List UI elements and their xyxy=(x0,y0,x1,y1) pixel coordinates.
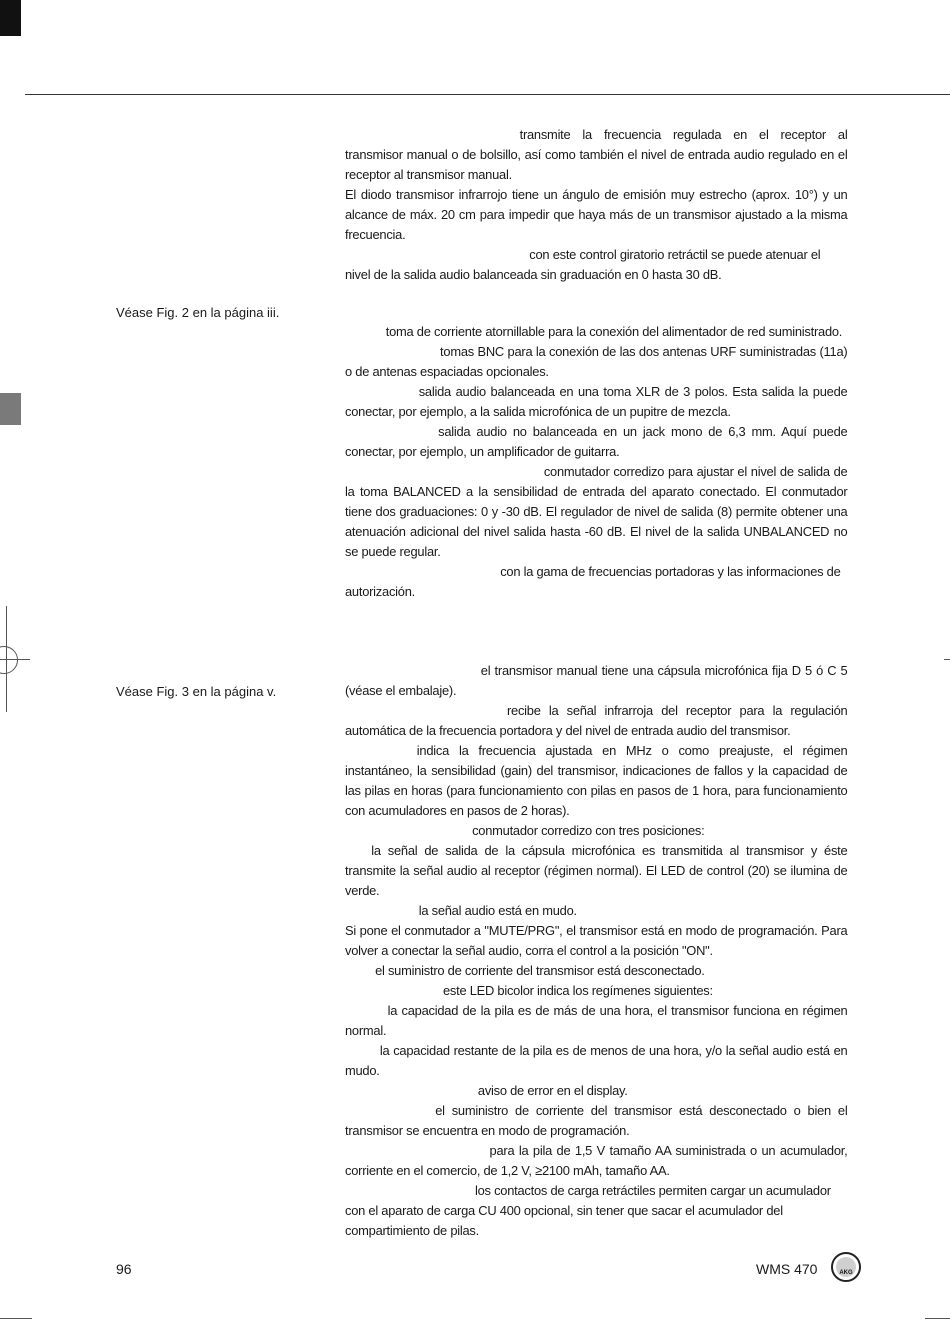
paragraph: transmite la frecuencia regulada en el receptor al transmisor manual o de bolsillo, así como también el nivel de entrada audio regulado en el receptor al transmisor manual. xyxy=(345,127,848,182)
paragraph: indica la frecuencia ajustada en MHz o como preajuste, el régimen instantáneo, la sensibilidad (gain) del transmisor, indicaciones de fallos y la capacidad de las pilas en horas (para funcionamiento con pilas en pasos de 1 hora, para funcionamiento con acumuladores en pasos de 2 horas). xyxy=(345,743,848,818)
paragraph: aviso de error en el display. xyxy=(477,1083,628,1098)
paragraph: con este control giratorio retráctil se puede atenuar el nivel de la salida audio balanceada sin graduación en 0 hasta 30 dB. xyxy=(345,247,821,282)
paragraph: el transmisor manual tiene una cápsula microfónica fija D 5 ó C 5 (véase el embalaje). xyxy=(345,663,848,698)
paragraph: el suministro de corriente del transmisor está desconectado. xyxy=(375,963,705,978)
paragraph: El diodo transmisor infrarrojo tiene un ángulo de emisión muy estrecho (aprox. 10°) y un alcance de máx. 20 cm para impedir que haya más de un transmisor ajustado a la misma frecuencia. xyxy=(345,187,848,242)
paragraph: la señal audio está en mudo. xyxy=(418,903,577,918)
product-name: WMS 470 xyxy=(756,1261,818,1277)
paragraph: con la gama de frecuencias portadoras y las informaciones de autorización. xyxy=(345,564,841,599)
text-block-receptor-rear xyxy=(345,322,847,602)
text-block-transmisor-manual xyxy=(345,661,847,1241)
crop-circle-left xyxy=(0,646,18,674)
logo-text: AKG xyxy=(839,1270,853,1276)
paragraph: el suministro de corriente del transmisor está desconectado o bien el transmisor se encuentra en modo de programación. xyxy=(345,1103,848,1138)
sidebar-note-fig2: Véase Fig. 2 en la página iii. xyxy=(116,305,280,320)
registration-mark-side xyxy=(0,393,21,425)
paragraph: la capacidad restante de la pila es de menos de una hora, y/o la señal audio está en mudo. xyxy=(345,1043,848,1078)
sidebar-note-fig3: Véase Fig. 3 en la página v. xyxy=(116,684,277,699)
paragraph: este LED bicolor indica los regímenes siguientes: xyxy=(442,983,713,998)
paragraph: recibe la señal infrarroja del receptor para la regulación automática de la frecuencia portadora y del nivel de entrada audio del transmisor. xyxy=(345,703,848,738)
footer-rule-left xyxy=(0,1318,32,1319)
paragraph: Si pone el conmutador a "MUTE/PRG", el transmisor está en modo de programación. Para volver a conectar la señal audio, corra el control a la posición "ON". xyxy=(345,923,848,958)
paragraph: la señal de salida de la cápsula microfónica es transmitida al transmisor y éste transmite la señal audio al receptor (régimen normal). El LED de control (20) se ilumina de verde. xyxy=(345,843,848,898)
crop-tick-right xyxy=(944,659,950,660)
registration-mark-top xyxy=(0,0,21,36)
footer-rule-right xyxy=(925,1318,950,1319)
akg-logo-icon xyxy=(831,1252,861,1282)
paragraph: conmutador corredizo con tres posiciones: xyxy=(472,823,705,838)
page-number: 96 xyxy=(116,1261,132,1277)
paragraph: los contactos de carga retráctiles permiten cargar un acumulador con el aparato de carga CU 400 opcional, sin tener que sacar el acumulador del compartimiento de pilas. xyxy=(345,1183,831,1238)
paragraph: para la pila de 1,5 V tamaño AA suministrada o un acumulador, corriente en el comercio, de 1,2 V, ≥2100 mAh, tamaño AA. xyxy=(345,1143,848,1178)
paragraph: tomas BNC para la conexión de las dos antenas URF suministradas (11a) o de antenas espaciadas opcionales. xyxy=(345,344,848,379)
paragraph: salida audio balanceada en una toma XLR de 3 polos. Esta salida la puede conectar, por ejemplo, a la salida microfónica de un pupitre de mezcla. xyxy=(345,384,848,419)
paragraph: conmutador corredizo para ajustar el nivel de salida de la toma BALANCED a la sensibilidad de entrada del aparato conectado. El conmutador tiene dos graduaciones: 0 y -30 dB. El regulador de nivel de salida (8) permite obtener una atenuación adicional del nivel salida hasta -60 dB. El nivel de la salida UNBALANCED no se puede regular. xyxy=(345,464,848,559)
paragraph: salida audio no balanceada en un jack mono de 6,3 mm. Aquí puede conectar, por ejemplo, un amplificador de guitarra. xyxy=(345,424,848,459)
text-block-receptor-front xyxy=(345,125,847,285)
header-rule xyxy=(25,94,950,95)
paragraph: la capacidad de la pila es de más de una hora, el transmisor funciona en régimen normal. xyxy=(345,1003,848,1038)
paragraph: toma de corriente atornillable para la conexión del alimentador de red suministrado. xyxy=(385,324,843,339)
